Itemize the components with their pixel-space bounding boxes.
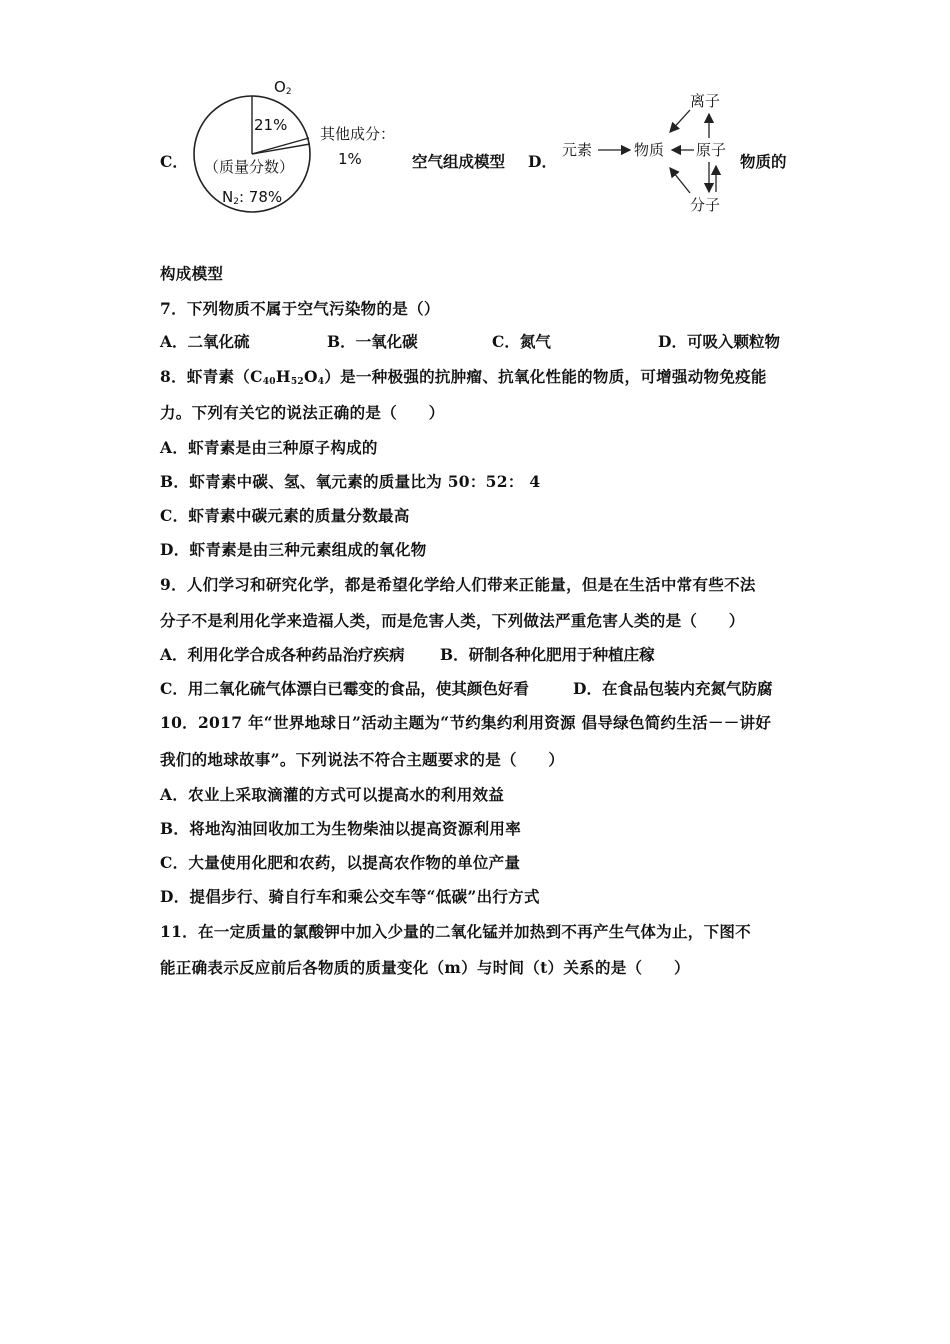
q9-option-a: A．利用化学合成各种药品治疗疾病 [160, 645, 405, 664]
pie-other-label: 其他成分： [320, 125, 396, 143]
pie-center-label: （质量分数） [204, 158, 295, 176]
q7-option-c: C．氮气 [492, 332, 551, 351]
q9-stem-line2: 分子不是利用化学来造福人类，而是危害人类，下列做法严重危害人类的是（ ） [160, 611, 745, 630]
q7-option-d: D．可吸入颗粒物 [658, 332, 780, 351]
q7-stem: 7．下列物质不属于空气污染物的是（） [160, 299, 440, 318]
q9-option-c: C．用二氧化硫气体漂白已霉变的食品，使其颜色好看 [160, 679, 529, 698]
q11-stem-line2: 能正确表示反应前后各物质的质量变化（m）与时间（t）关系的是（ ） [160, 958, 690, 977]
q8-option-c: C．虾青素中碳元素的质量分数最高 [160, 506, 410, 525]
diagram-matter: 物质 [634, 141, 665, 159]
q8-option-a: A．虾青素是由三种原子构成的 [160, 438, 378, 457]
q10-stem-line1: 10．2017 年“世界地球日”活动主题为“节约集约利用资源 倡导绿色简约生活－－讲好 [160, 713, 772, 732]
q11-stem-line1: 11．在一定质量的氯酸钾中加入少量的二氧化锰并加热到不再产生气体为止，下图不 [160, 922, 751, 941]
option-c-label: C． [160, 152, 188, 171]
q9-stem-line1: 9．人们学习和研究化学，都是希望化学给人们带来正能量，但是在生活中常有些不法 [160, 575, 756, 594]
q8-option-d: D．虾青素是由三种元素组成的氧化物 [160, 540, 427, 559]
diagram-atom: 原子 [696, 141, 727, 159]
option-d-caption: 物质的 [740, 152, 787, 171]
matter-arrows [560, 90, 740, 220]
q8-option-b: B．虾青素中碳、氢、氧元素的质量比为 50：52： 4 [160, 472, 541, 491]
diagram-ion: 离子 [690, 92, 721, 110]
q8-stem-line1: 8．虾青素$(C_{40}H_{52}O_4)$是一种极强的抗肿瘤、抗氧化性能的物质，可增强动物免疫能 [160, 367, 767, 387]
q8-stem-line2: 力。下列有关它的说法正确的是（ ） [160, 403, 445, 422]
q7-option-a: A．二氧化硫 [160, 332, 250, 351]
diagram-molecule: 分子 [690, 196, 721, 214]
q9-option-d: D．在食品包装内充氮气防腐 [573, 679, 773, 698]
q10-stem-line2: 我们的地球故事”。下列说法不符合主题要求的是（ ） [160, 750, 565, 769]
q10-option-c: C．大量使用化肥和农药，以提高农作物的单位产量 [160, 853, 521, 872]
option-d-label: D． [528, 152, 557, 171]
q10-option-a: A．农业上采取滴灌的方式可以提高水的利用效益 [160, 785, 505, 804]
pie-o2-label: $O_2$ [274, 78, 292, 97]
pie-o2-percent: 21% [254, 116, 288, 134]
option-c-caption: 空气组成模型 [412, 152, 506, 171]
q9-option-b: B．研制各种化肥用于种植庄稼 [440, 645, 655, 664]
pie-n2-label: $N_2$: 78% [222, 188, 283, 207]
q7-option-b: B．一氧化碳 [327, 332, 418, 351]
option-d-caption-cont: 构成模型 [160, 264, 224, 283]
pie-other-percent: 1% [338, 150, 362, 168]
q10-option-d: D．提倡步行、骑自行车和乘公交车等“低碳”出行方式 [160, 887, 540, 906]
diagram-element: 元素 [562, 141, 593, 159]
q10-option-b: B．将地沟油回收加工为生物柴油以提高资源利用率 [160, 819, 522, 838]
